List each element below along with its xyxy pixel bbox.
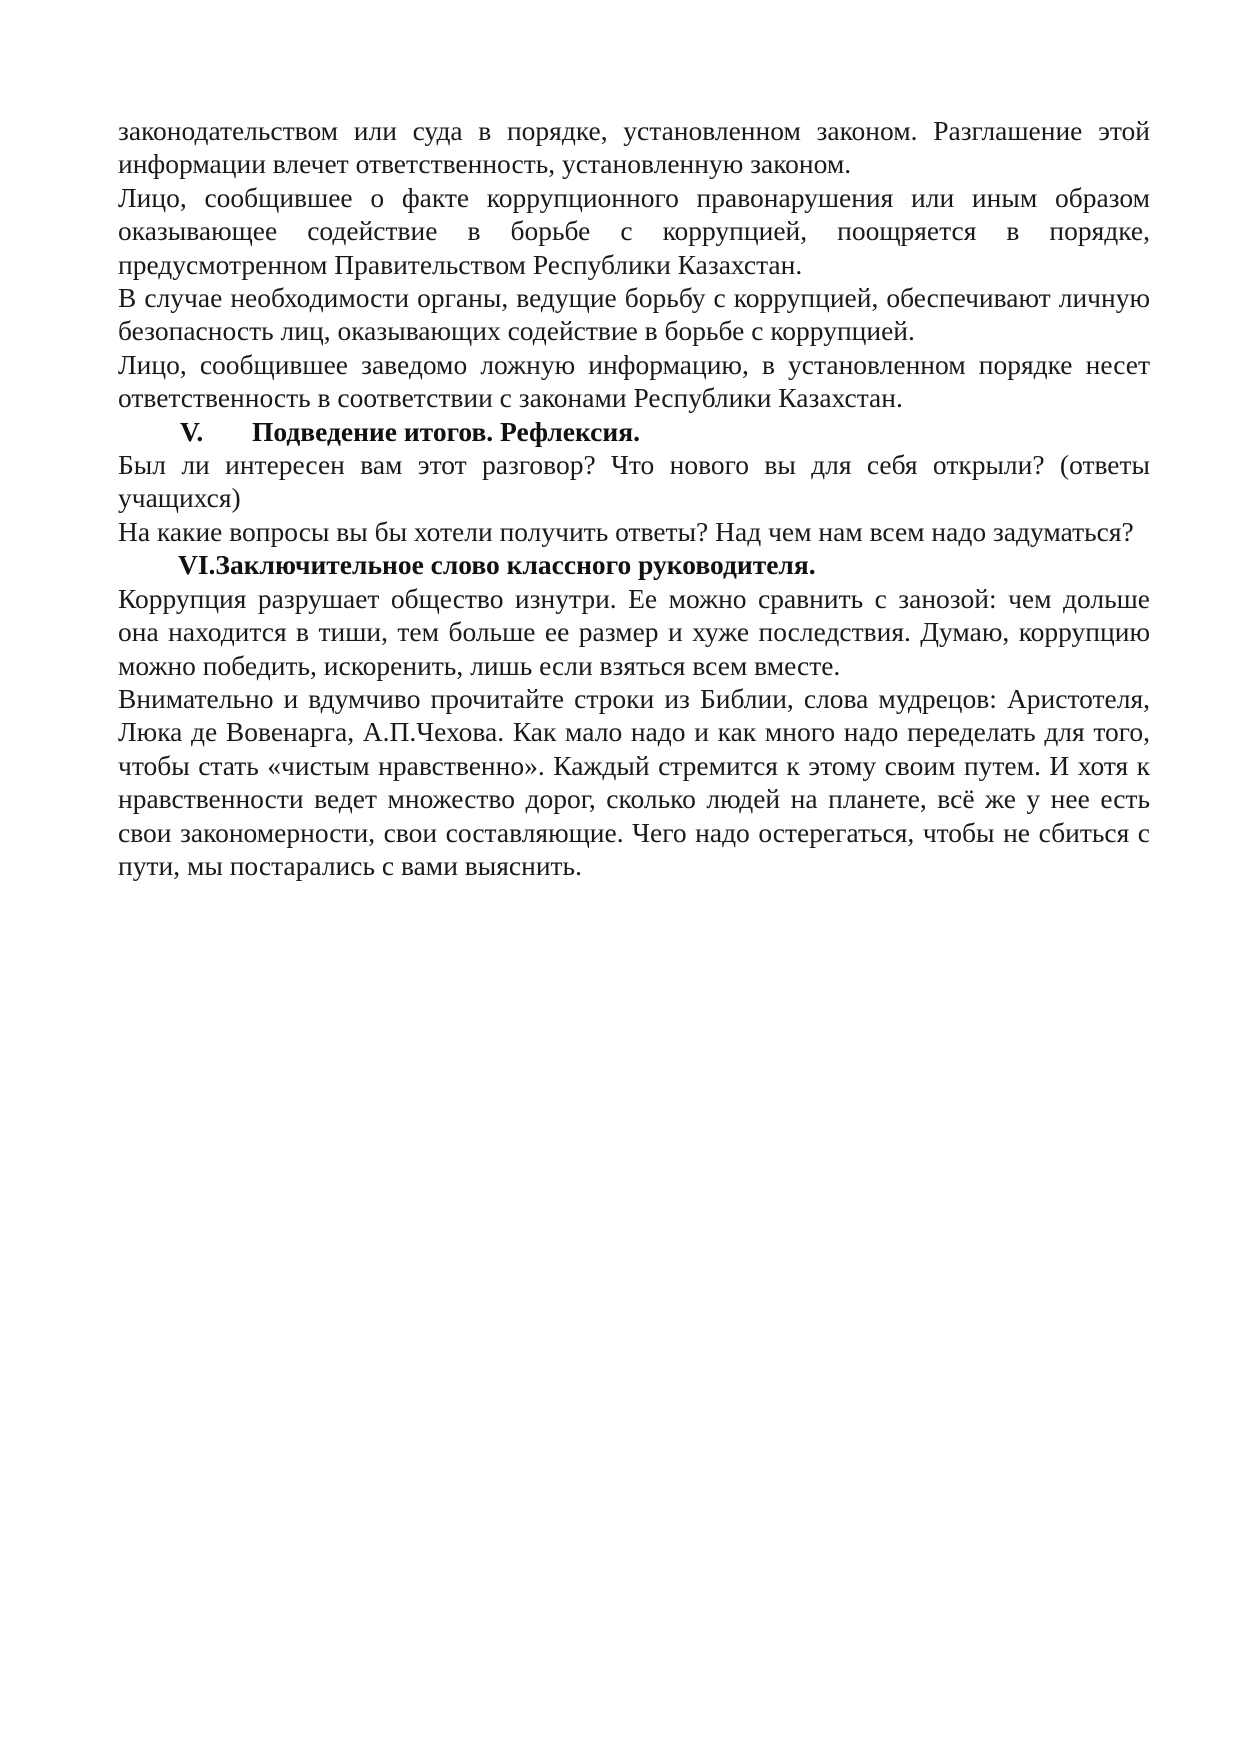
section-6-heading: VI.Заключительное слово классного руководителя. <box>178 549 816 581</box>
section-5-number: V. <box>180 415 204 447</box>
paragraph-disclosure: законодательством или суда в порядке, установленном законом. Разглашение этой информации влечет ответственность, установленную законом. <box>118 115 1150 180</box>
document-page <box>118 114 1150 882</box>
paragraph-false-info: Лицо, сообщившее заведомо ложную информацию, в установленном порядке несет ответственность в соответствии с законами Республики Казахстан. <box>118 348 1150 414</box>
paragraph-security: В случае необходимости органы, ведущие борьбу с коррупцией, обеспечивают личную безопасность лиц, оказывающих содействие в борьбе с коррупцией. <box>118 282 1150 347</box>
paragraph-reward: Лицо, сообщившее о факте коррупционного правонарушения или иным образом оказывающее содействие в борьбе с коррупцией, поощряется в порядке, предусмотренном Правительством Республики Казахстан. <box>118 181 1150 280</box>
paragraph-reflection-question-1: Был ли интересен вам этот разговор? Что нового вы для себя открыли? (ответы учащихся) <box>118 449 1150 514</box>
paragraph-morality: Внимательно и вдумчиво прочитайте строки из Библии, слова мудрецов: Аристотеля, Люка де Вовенарга, А.П.Чехова. Как мало надо и как много надо переделать для того, чтобы стать «чистым нравственно». Каждый стремится к этому своим путем. И хотя к нравственности ведет множество дорог, сколько людей на планете, всё же у нее есть свои закономерности, свои составляющие. Чего надо остерегаться, чтобы не сбиться с пути, мы постарались с вами выяснить. <box>118 682 1150 881</box>
paragraph-corruption-splinter: Коррупция разрушает общество изнутри. Ее можно сравнить с занозой: чем дольше она находится в тиши, тем больше ее размер и хуже последствия. Думаю, коррупцию можно победить, искоренить, лишь если взяться всем вместе. <box>118 582 1150 681</box>
section-5-title: Подведение итогов. Рефлексия. <box>252 415 640 447</box>
paragraph-reflection-question-2: На какие вопросы вы бы хотели получить ответы? Над чем нам всем надо задуматься? <box>118 515 1134 547</box>
section-5-heading <box>118 415 1150 448</box>
